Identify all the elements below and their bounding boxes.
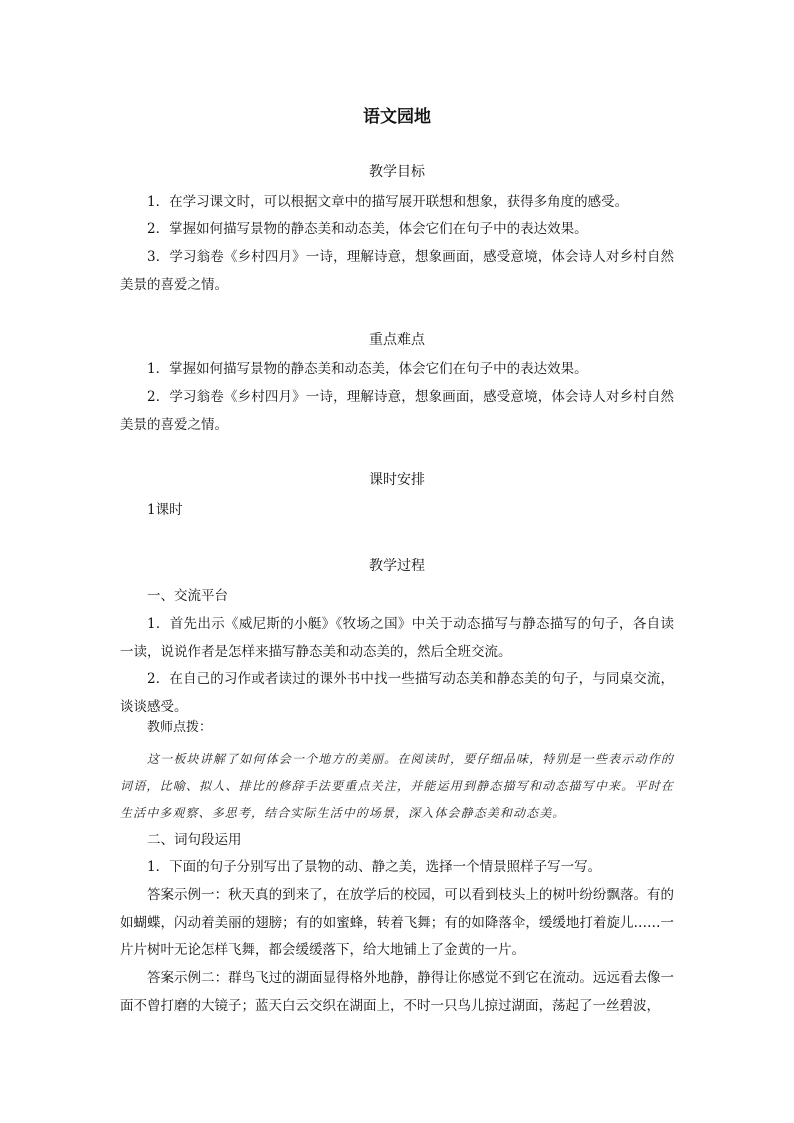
- schedule-text: 1课时: [147, 502, 183, 518]
- process-part2-heading: 二、词句段运用: [147, 832, 242, 848]
- teacher-tip-label: 教师点拨：: [147, 720, 213, 735]
- process-part1-heading: 一、交流平台: [147, 588, 228, 604]
- key-point-item-1: 1．掌握如何描写景物的静态美和动态美，体会它们在句子中的表达效果。: [147, 361, 588, 377]
- answer-example-2: 答案示例二：群鸟飞过的湖面显得格外地静，静得让你感觉不到它在流动。远远看去像一面不曾打磨的大镜子；蓝天白云交织在湖面上，不时一只鸟儿掠过湖面，荡起了一丝碧波，: [120, 970, 674, 1014]
- section-heading-key-points: 重点难点: [369, 332, 425, 348]
- section-heading-schedule: 课时安排: [369, 472, 425, 488]
- document-title: 语文园地: [363, 107, 431, 127]
- process-part1-item-1: 1．首先出示《威尼斯的小艇》《牧场之国》中关于动态描写与静态描写的句子，各自读一读，说说作者是怎样来描写静态美和动态美的，然后全班交流。: [120, 616, 674, 660]
- goal-item-1: 1．在学习课文时，可以根据文章中的描写展开联想和想象，获得多角度的感受。: [147, 194, 629, 210]
- section-heading-process: 教学过程: [369, 558, 425, 574]
- key-point-item-2: 2．学习翁卷《乡村四月》一诗，理解诗意，想象画面，感受意境，体会诗人对乡村自然美景的喜爱之情。: [120, 389, 674, 433]
- answer-example-1: 答案示例一：秋天真的到来了，在放学后的校园，可以看到枝头上的树叶纷纷飘落。有的如蝴蝶，闪动着美丽的翅膀；有的如蜜蜂，转着飞舞；有的如降落伞，缓缓地打着旋儿……一片片树叶无论怎样飞舞，都会缓缓落下，给大地铺上了金黄的一片。: [120, 887, 674, 958]
- section-heading-goals: 教学目标: [369, 164, 425, 180]
- teacher-tip-text: 这一板块讲解了如何体会一个地方的美丽。在阅读时，要仔细品味，特别是一些表示动作的词语，比喻、拟人、排比的修辞手法要重点关注，并能运用到静态描写和动态描写中来。平时在生活中多观察、多思考，结合实际生活中的场景，深入体会静态美和动态美。: [120, 752, 674, 820]
- process-part1-item-2: 2．在自己的习作或者读过的课外书中找一些描写动态美和静态美的句子，与同桌交流，谈谈感受。: [120, 671, 674, 715]
- process-part2-item-1: 1．下面的句子分别写出了景物的动、静之美，选择一个情景照样子写一写。: [147, 859, 602, 875]
- goal-item-2: 2．掌握如何描写景物的静态美和动态美，体会它们在句子中的表达效果。: [147, 221, 588, 237]
- goal-item-3: 3．学习翁卷《乡村四月》一诗，理解诗意，想象画面，感受意境，体会诗人对乡村自然美景的喜爱之情。: [120, 249, 674, 293]
